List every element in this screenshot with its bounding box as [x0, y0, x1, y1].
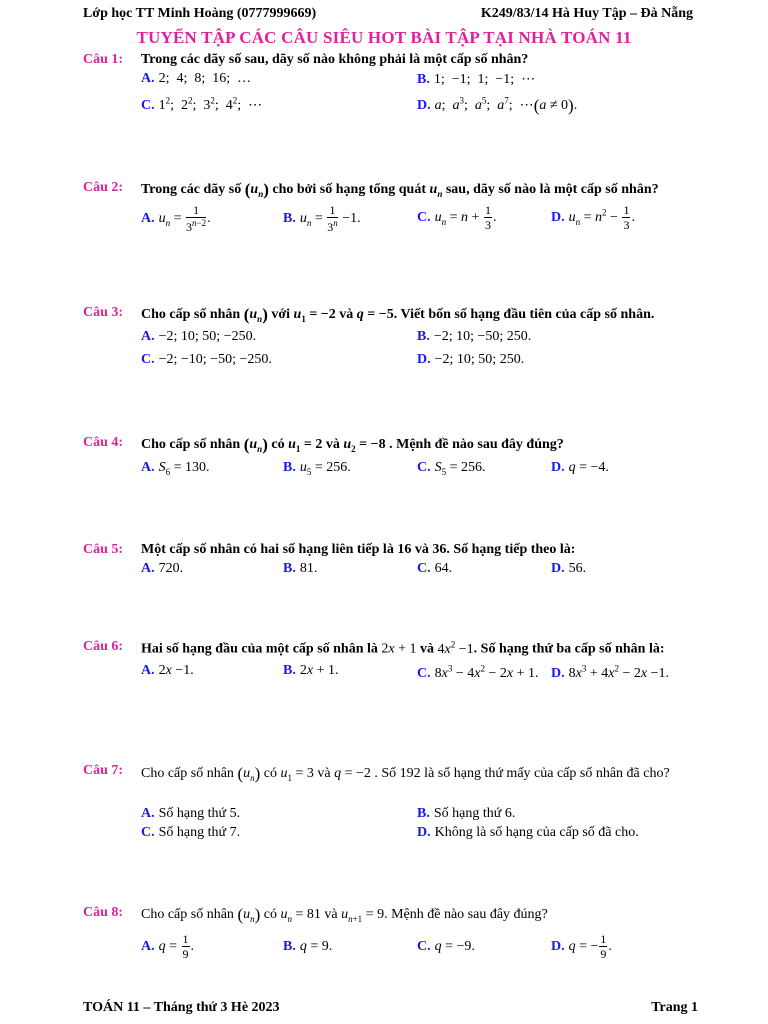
question-stem: Cho cấp số nhân $(u_n)$ có $u_n = 81$ và $u_{n+1} = 9$. Mệnh đề nào sau đây đúng?: [141, 905, 548, 924]
option-b-text: q = 9.: [299, 939, 333, 954]
option-b-text: 2x + 1.: [299, 663, 339, 678]
option-a-text: 2; 4; 8; 16; …: [158, 71, 252, 86]
question-stem: Cho cấp số nhân $(u_n)$ có $u_1 = 3$ và q = −2 . Số 192 là số hạng thứ mấy của cấp số nhân đã cho?: [141, 764, 670, 783]
option-b: B. $u_n$ = $\frac{1}{3^n}$ −1.: [283, 203, 361, 234]
option-c-text: $S_5 = 256$.: [434, 460, 486, 477]
option-d: D. Không là số hạng của cấp số đã cho.: [417, 825, 639, 840]
question-number: Câu 1:: [83, 52, 124, 67]
option-b: B. 2x + 1.: [283, 663, 339, 678]
option-b: B. Số hạng thứ 6.: [417, 806, 516, 821]
page-number: Trang 1: [651, 1000, 698, 1015]
option-c: C. $u_n = n$ + $\frac{1}{3}$ .: [417, 203, 497, 232]
option-b: B. $u_5 = 256$.: [283, 460, 351, 477]
option-a: A. 720.: [141, 561, 184, 576]
option-c-text: −2; −10; −50; −250.: [158, 352, 272, 367]
option-d-text: q = − $\frac{1}{9}$ .: [568, 932, 612, 961]
option-b-text: −2; 10; −50; 250.: [433, 329, 532, 344]
question-number: Câu 2:: [83, 180, 124, 195]
option-d-text: −2; 10; 50; 250.: [434, 352, 525, 367]
question-number: Câu 5:: [83, 542, 124, 557]
option-c: C. −2; −10; −50; −250.: [141, 352, 272, 367]
option-a-text: −2; 10; 50; −250.: [158, 329, 257, 344]
option-b-text: 81.: [299, 561, 318, 576]
option-d: D. q = −4.: [551, 460, 609, 475]
option-d-text: 56.: [568, 561, 587, 576]
option-d-text: Không là số hạng của cấp số đã cho.: [434, 825, 639, 840]
option-c: C. $S_5 = 256$.: [417, 460, 486, 477]
question-number: Câu 8:: [83, 905, 124, 920]
option-a: A. $u_n$ = $\frac{1}{3^{n-2}}$ .: [141, 203, 211, 234]
option-d-text: q = −4.: [568, 460, 609, 475]
option-d: D. 56.: [551, 561, 587, 576]
option-a-text: 720.: [158, 561, 184, 576]
option-a: A. q = $\frac{1}{9}$ .: [141, 932, 195, 961]
option-a: A. 2; 4; 8; 16; …: [141, 71, 252, 86]
option-a: A. 2x −1.: [141, 663, 194, 678]
option-a-text: Số hạng thứ 5.: [158, 806, 241, 821]
question-number: Câu 4:: [83, 435, 124, 450]
option-b-text: $u_5 = 256$.: [299, 460, 351, 477]
option-c-text: 64.: [434, 561, 453, 576]
option-b: B. 81.: [283, 561, 318, 576]
option-c-text: $u_n = n$ + $\frac{1}{3}$ .: [434, 203, 497, 232]
header-left: Lớp học TT Minh Hoàng (0777999669): [83, 6, 317, 21]
option-a: A. Số hạng thứ 5.: [141, 806, 241, 821]
option-c: C. Số hạng thứ 7.: [141, 825, 241, 840]
option-a: A. $S_6 = 130$.: [141, 460, 210, 477]
question-stem: Cho cấp số nhân $(u_n)$ với $u_1 = -2$ và q = −5. Viết bốn số hạng đầu tiên của cấp số nhân.: [141, 305, 655, 324]
question-number: Câu 3:: [83, 305, 124, 320]
option-d: D. −2; 10; 50; 250.: [417, 352, 525, 367]
option-a-text: q = $\frac{1}{9}$ .: [158, 932, 195, 961]
option-c-text: q = −9.: [434, 939, 475, 954]
option-b-text: $u_n$ = $\frac{1}{3^n}$ −1.: [299, 203, 361, 234]
footer-left: TOÁN 11 – Tháng thứ 3 Hè 2023: [83, 1000, 280, 1015]
option-c: C. $8x^3 - 4x^2 - 2x + 1$.: [417, 663, 539, 681]
question-stem: Một cấp số nhân có hai số hạng liên tiếp là 16 và 36. Số hạng tiếp theo là:: [141, 542, 576, 557]
question-number: Câu 7:: [83, 763, 124, 778]
option-d: D. q = − $\frac{1}{9}$ .: [551, 932, 612, 961]
option-a-text: $S_6 = 130$.: [158, 460, 210, 477]
option-d: D. $8x^3 + 4x^2 - 2x -1$.: [551, 663, 669, 681]
option-b: B. 1; −1; 1; −1; ⋯: [417, 72, 536, 87]
question-stem: Trong các dãy số $(u_n)$ cho bởi số hạng tổng quát $u_n$ sau, dãy số nào là một cấp số nhân?: [141, 180, 659, 199]
option-c-text: $8x^3 - 4x^2 - 2x + 1$.: [434, 663, 539, 681]
page-title: TUYỂN TẬP CÁC CÂU SIÊU HOT BÀI TẬP TẠI NHÀ TOÁN 11: [136, 28, 632, 47]
option-c: C. $1^2$; $2^2$; $3^2$; $4^2$; ⋯: [141, 95, 263, 113]
option-c-text: $1^2$; $2^2$; $3^2$; $4^2$; ⋯: [158, 95, 263, 113]
question-stem: Trong các dãy số sau, dãy số nào không phải là một cấp số nhân?: [141, 52, 529, 67]
option-a-text: 2x −1.: [158, 663, 194, 678]
header-right: K249/83/14 Hà Huy Tập – Đà Nẵng: [480, 6, 693, 21]
option-b-text: 1; −1; 1; −1; ⋯: [433, 72, 536, 87]
option-c: C. 64.: [417, 561, 453, 576]
option-a: A. −2; 10; 50; −250.: [141, 329, 257, 344]
question-number: Câu 6:: [83, 639, 124, 654]
option-b: B. q = 9.: [283, 939, 333, 954]
option-d: D. a; $a^3$; $a^5$; $a^7$; ⋯(a ≠ 0).: [417, 95, 578, 115]
option-c: C. q = −9.: [417, 939, 475, 954]
option-d: D. $u_n = n^2$ − $\frac{1}{3}$ .: [551, 203, 635, 232]
option-d-text: $u_n = n^2$ − $\frac{1}{3}$ .: [568, 203, 635, 232]
option-d-text: $8x^3 + 4x^2 - 2x -1$.: [568, 663, 669, 681]
option-c-text: Số hạng thứ 7.: [158, 825, 241, 840]
option-d-text: a; $a^3$; $a^5$; $a^7$; ⋯(a ≠ 0).: [434, 95, 578, 115]
option-b: B. −2; 10; −50; 250.: [417, 329, 532, 344]
question-stem: Hai số hạng đầu của một cấp số nhân là 2x + 1 và $4x^2 -1$. Số hạng thứ ba cấp số nhân là:: [141, 639, 665, 657]
question-stem: Cho cấp số nhân $(u_n)$ có $u_1 = 2$ và $u_2 = -8$ . Mệnh đề nào sau đây đúng?: [141, 435, 564, 454]
option-b-text: Số hạng thứ 6.: [433, 806, 516, 821]
option-a-text: $u_n$ = $\frac{1}{3^{n-2}}$ .: [158, 203, 211, 234]
